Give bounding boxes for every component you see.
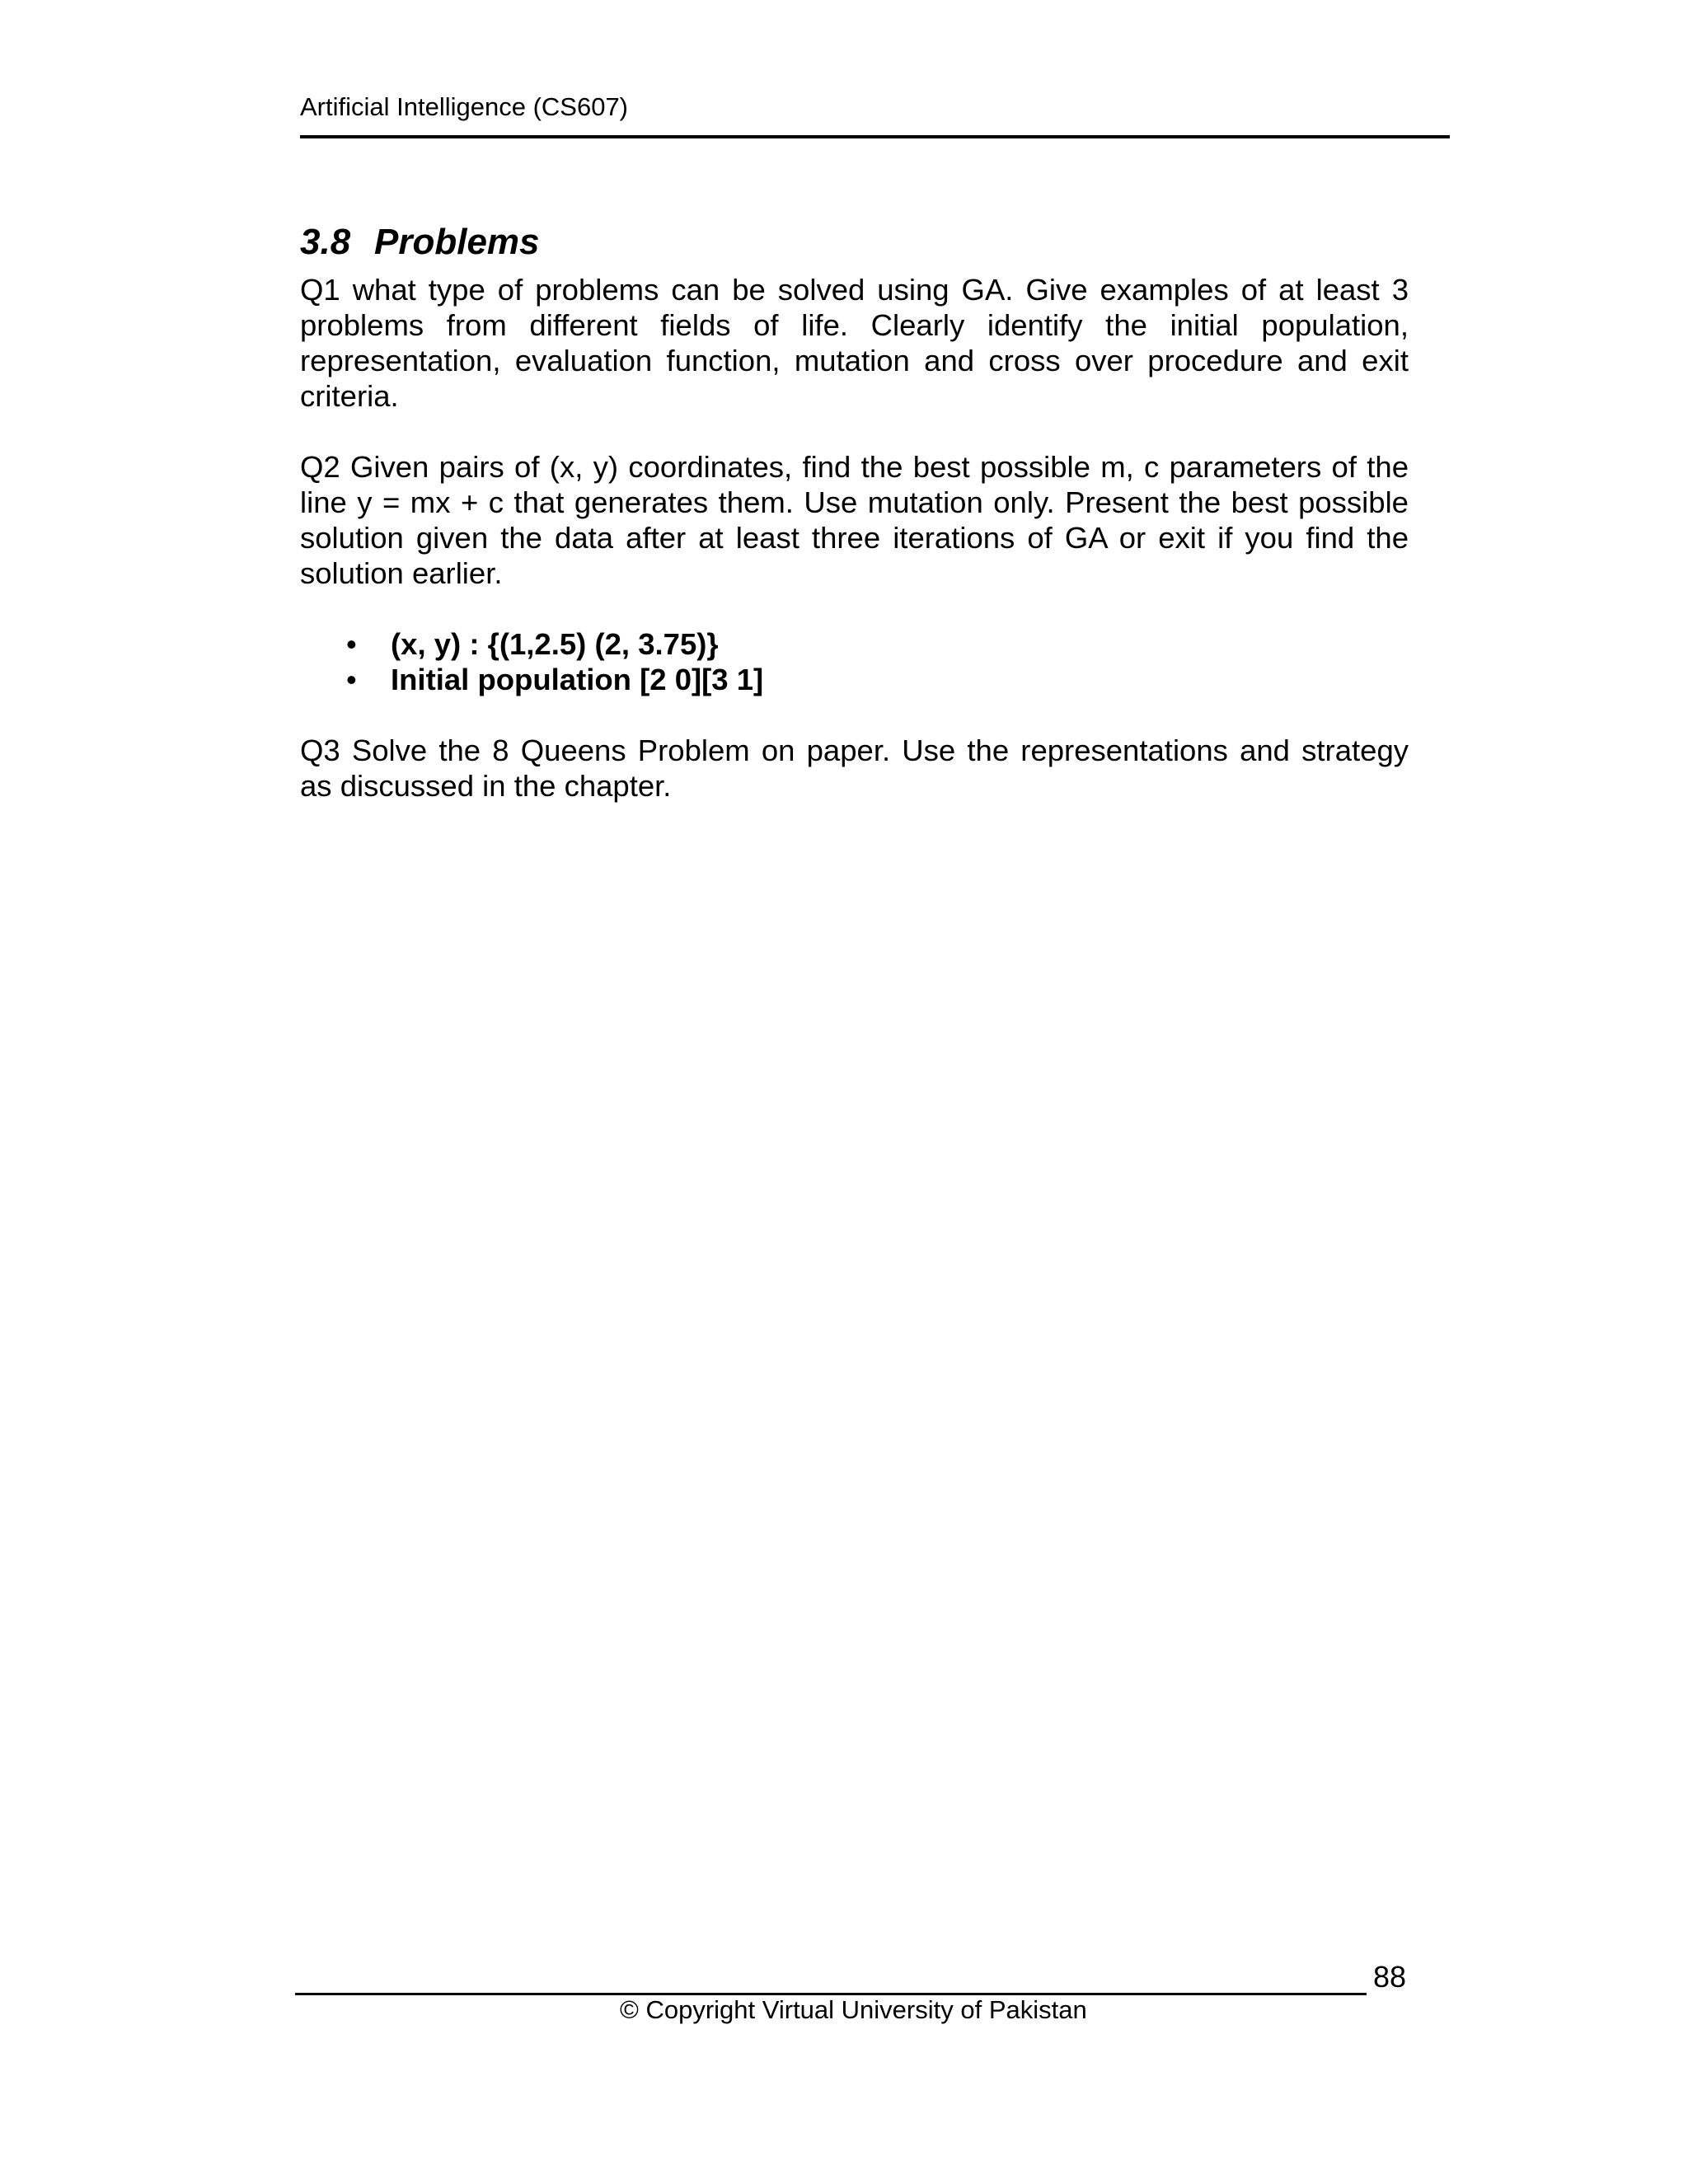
list-item <box>300 626 1409 662</box>
list-item <box>300 662 1409 697</box>
bullet-icon: • <box>346 663 357 696</box>
question-2-data-list <box>300 626 1409 697</box>
list-item-text: Initial population [2 0][3 1] <box>391 663 764 696</box>
question-3: Q3 Solve the 8 Queens Problem on paper. Use the representations and strategy as discussed in the chapter. <box>300 733 1409 803</box>
copyright-notice: © Copyright Virtual University of Pakistan <box>620 1995 1087 2024</box>
section-heading <box>300 221 540 264</box>
page-number: 88 <box>1373 1960 1407 1994</box>
section-title: Problems <box>374 222 540 262</box>
bullet-icon: • <box>346 627 357 661</box>
question-2: Q2 Given pairs of (x, y) coordinates, find the best possible m, c parameters of the line y = mx + c that generates them. Use mutation only. Present the best possible solution given the data after at least three iterations of GA or exit if you find the solution earlier. <box>300 450 1409 590</box>
section-number: 3.8 <box>300 222 351 262</box>
list-item-text: (x, y) : {(1,2.5) (2, 3.75)} <box>391 627 719 661</box>
problems-content <box>300 272 1409 804</box>
running-header: Artificial Intelligence (CS607) <box>300 92 629 121</box>
header-rule <box>300 135 1450 138</box>
question-1: Q1 what type of problems can be solved using GA. Give examples of at least 3 problems from different fields of life. Clearly identify the initial population, representation, evaluation function, mutation and cross over procedure and exit criteria. <box>300 273 1409 413</box>
